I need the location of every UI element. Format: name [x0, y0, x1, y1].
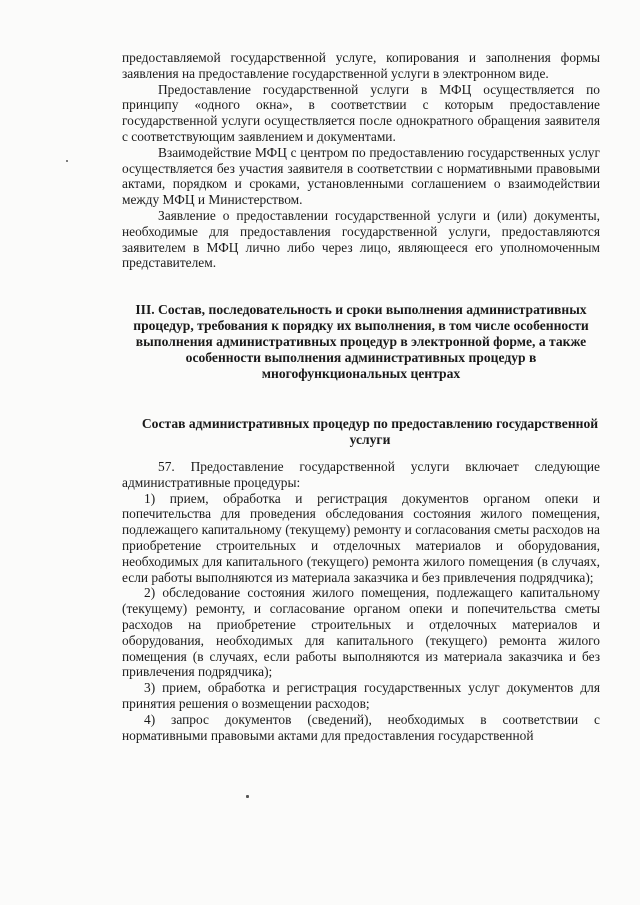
clause-57-item-4: 4) запрос документов (сведений), необходимых в соответствии с нормативными правовыми актами для предоставления государственной: [122, 711, 600, 743]
subsection-heading: Состав административных процедур по предоставлению государственной услуги: [141, 416, 599, 447]
intro-paragraph-continuation: предоставляемой государственной услуге, копирования и заполнения формы заявления на предоставление государственной услуги в электронном виде.: [122, 50, 600, 81]
clause-57: [122, 459, 600, 743]
intro-paragraph-mfc-interaction: Взаимодействие МФЦ с центром по предоставлению государственных услуг осуществляется без участия заявителя в соответствии с нормативными правовыми актами, порядком и сроками, установленными соглашением о взаимодействии между МФЦ и Министерством.: [122, 144, 600, 208]
scan-speck: [66, 160, 68, 162]
intro-paragraph-application: Заявление о предоставлении государственной услуги и (или) документы, необходимые для предоставления государственной услуги, предоставляются заявителем в МФЦ лично либо через лицо, являющееся его уполномоченным представителем.: [122, 207, 600, 271]
clause-57-item-3: 3) прием, обработка и регистрация государственных услуг документов для принятия решения о возмещении расходов;: [122, 680, 600, 711]
clause-57-item-1: 1) прием, обработка и регистрация документов органом опеки и попечительства для проведения обследования состояния жилого помещения, подлежащего капитальному (текущему) ремонту и согласования сметы расходов на приобретение строительных и отделочных материалов и оборудования, необходимых для капитального (текущего) ремонта жилого помещения (в случаях, если работы выполняются из материала заказчика и без привлечения подрядчика);: [122, 490, 600, 585]
section-heading: III. Состав, последовательность и сроки выполнения административных процедур, требования к порядку их выполнения, в том числе особенности выполнения административных процедур в электронной форме, а также особенности выполнения административных процедур в многофункциональных центрах: [133, 302, 589, 381]
clause-57-lead: 57. Предоставление государственной услуги включает следующие административные процедуры:: [122, 459, 600, 490]
intro-paragraph-mfc-one-window: Предоставление государственной услуги в МФЦ осуществляется по принципу «одного окна», в соответствии с которым предоставление государственной услуги осуществляется после однократного обращения заявителя с соответствующим заявлением и документами.: [122, 81, 600, 144]
intro-text: [122, 50, 600, 271]
scan-speck: [246, 795, 249, 798]
clause-57-item-2: 2) обследование состояния жилого помещения, подлежащего капитальному (текущему) ремонту, и согласование органом опеки и попечительства сметы расходов на приобретение строительных и отделочных материалов и оборудования, необходимых для капитального (текущего) ремонта жилого помещения (в случаях, если работы выполняются из материала заказчика и без привлечения подрядчика);: [122, 585, 600, 680]
